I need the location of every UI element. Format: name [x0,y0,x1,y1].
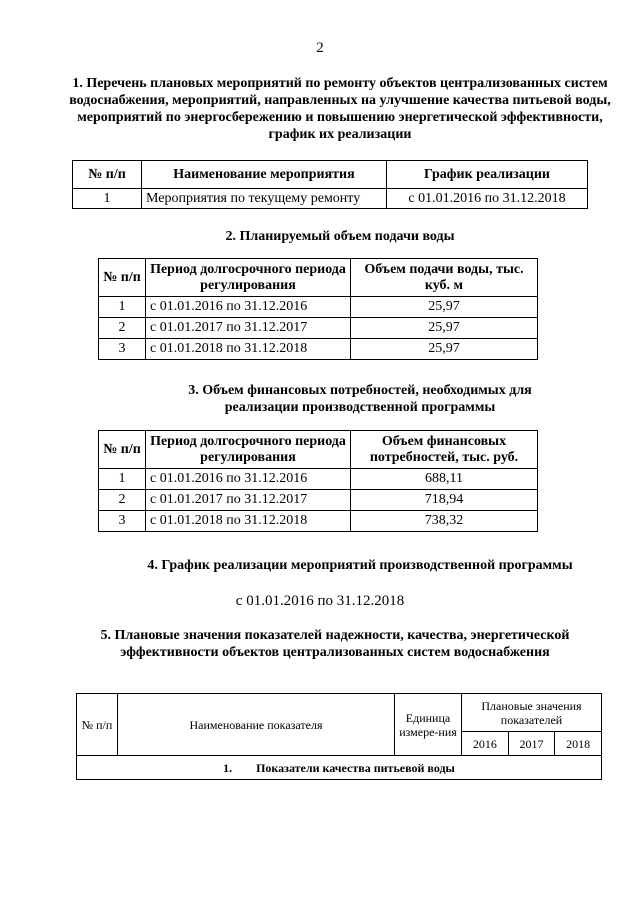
cell-number: 2 [99,318,146,339]
cell-water-volume: 25,97 [351,297,538,318]
table-row [73,189,588,209]
table-row [99,339,538,360]
section-2-title: 2. Планируемый объем подачи воды [225,229,455,244]
cell-period: с 01.01.2016 по 31.12.2016 [146,297,351,318]
header-number: № п/п [77,694,118,756]
header-year-2016: 2016 [462,732,509,756]
cell-period: с 01.01.2018 по 31.12.2018 [146,339,351,360]
header-indicator-name: Наименование показателя [118,694,395,756]
section-row [77,756,602,780]
cell-number: 3 [99,511,146,532]
table-row [99,469,538,490]
cell-water-volume: 25,97 [351,318,538,339]
header-unit: Единица измере-ния [395,694,462,756]
header-number: № п/п [73,161,142,189]
cell-number: 1 [99,469,146,490]
cell-period: с 01.01.2018 по 31.12.2018 [146,511,351,532]
section-1-title: 1. Перечень плановых мероприятий по ремонту объектов централизованных систем водоснабжения, мероприятий, направленных на улучшение качества питьевой воды, мероприятий по энергосбережению и повышению энергетической эффективности, график их реализации [69,76,611,142]
header-financial-needs: Объем финансовых потребностей, тыс. руб. [351,431,538,469]
table-row [99,511,538,532]
header-activity-name: Наименование мероприятия [142,161,387,189]
cell-number: 2 [99,490,146,511]
table-row [99,318,538,339]
header-planned-values: Плановые значения показателей [462,694,602,732]
cell-number: 1 [99,297,146,318]
indicators-table [76,693,602,780]
header-schedule: График реализации [387,161,588,189]
section-4-title: 4. График реализации мероприятий производственной программы [147,558,573,573]
table-row [99,490,538,511]
cell-financial-needs: 688,11 [351,469,538,490]
cell-number: 1 [73,189,142,209]
header-year-2017: 2017 [508,732,555,756]
section-4-period: с 01.01.2016 по 31.12.2018 [235,593,405,609]
cell-period: с 01.01.2017 по 31.12.2017 [146,318,351,339]
header-number: № п/п [99,431,146,469]
cell-period: с 01.01.2017 по 31.12.2017 [146,490,351,511]
header-number: № п/п [99,259,146,297]
cell-water-volume: 25,97 [351,339,538,360]
section-5-title: 5. Плановые значения показателей надежности, качества, энергетической эффективности объектов централизованных систем водоснабжения [100,628,570,660]
water-volume-table [98,258,538,360]
header-water-volume: Объем подачи воды, тыс. куб. м [351,259,538,297]
cell-activity-name: Мероприятия по текущему ремонту [142,189,387,209]
cell-number: 3 [99,339,146,360]
table-row [99,297,538,318]
header-period: Период долгосрочного периода регулирования [146,259,351,297]
section-row-number: 1. [223,760,233,775]
section-row-label: Показатели качества питьевой воды [256,760,455,775]
header-period: Период долгосрочного периода регулирования [146,431,351,469]
header-year-2018: 2018 [555,732,602,756]
page-number: 2 [316,40,324,56]
section-row-cell [77,756,602,780]
cell-financial-needs: 738,32 [351,511,538,532]
financial-needs-table [98,430,538,532]
cell-period: с 01.01.2016 по 31.12.2016 [146,469,351,490]
activities-table [72,160,588,209]
cell-financial-needs: 718,94 [351,490,538,511]
section-3-title: 3. Объем финансовых потребностей, необходимых для реализации производственной программы [188,383,532,415]
cell-schedule: с 01.01.2016 по 31.12.2018 [387,189,588,209]
